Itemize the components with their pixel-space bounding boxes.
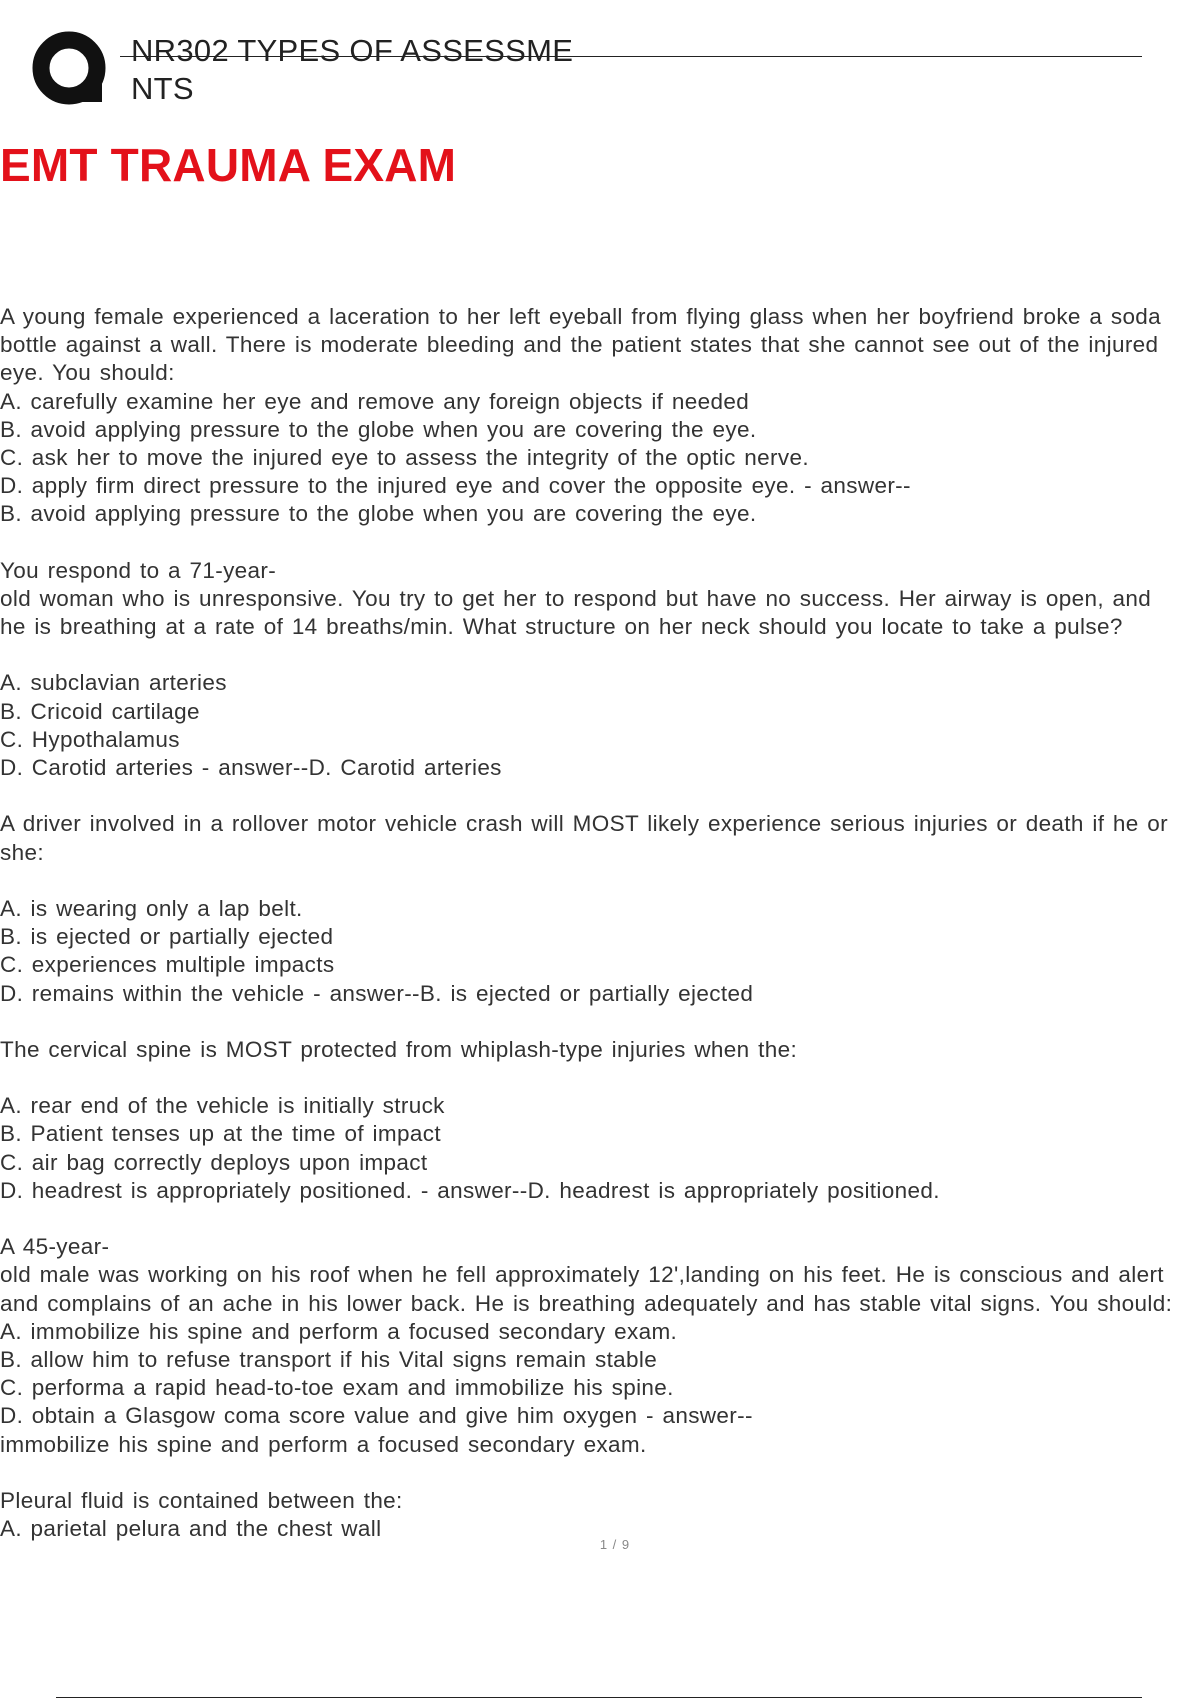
text-line: The cervical spine is MOST protected from whiplash-type injuries when the: [0, 1036, 798, 1062]
text-line: D. headrest is appropriately positioned. - answer--D. headrest is appropriately positioned. [0, 1177, 940, 1203]
blank-line [0, 1459, 1200, 1487]
text-line: B. Cricoid cartilage [0, 698, 200, 724]
q-logo-icon [30, 30, 112, 112]
text-line: A. immobilize his spine and perform a focused secondary exam. [0, 1318, 678, 1344]
text-line: C. air bag correctly deploys upon impact [0, 1149, 428, 1175]
blank-line [0, 1064, 1200, 1092]
text-line: she: [0, 839, 44, 865]
text-line: bottle against a wall. There is moderate bleeding and the patient states that she cannot see out of the injured [0, 332, 1159, 358]
text-line: old woman who is unresponsive. You try to get her to respond but have no success. Her airway is open, and [0, 585, 1152, 611]
blank-line [0, 867, 1200, 895]
text-line: immobilize his spine and perform a focused secondary exam. [0, 1431, 647, 1457]
text-line: B. is ejected or partially ejected [0, 924, 334, 950]
blank-line [0, 782, 1200, 810]
text-line: You respond to a 71-year- [0, 557, 277, 583]
text-line: he is breathing at a rate of 14 breaths/min. What structure on her neck should you locate to take a pulse? [0, 614, 1123, 640]
text-line: B. avoid applying pressure to the globe when you are covering the eye. [0, 416, 757, 442]
text-line: C. ask her to move the injured eye to assess the integrity of the optic nerve. [0, 444, 809, 470]
page-heading: EMT TRAUMA EXAM [0, 139, 457, 191]
text-line: C. performa a rapid head-to-toe exam and immobilize his spine. [0, 1375, 674, 1401]
blank-line [0, 529, 1200, 557]
text-line: and complains of an ache in his lower back. He is breathing adequately and has stable vital signs. You should: [0, 1290, 1173, 1316]
footer-rule [56, 1697, 1142, 1698]
text-line: A. parietal pelura and the chest wall [0, 1516, 382, 1542]
page-number: 1 / 9 [599, 1537, 631, 1552]
text-line: Pleural fluid is contained between the: [0, 1487, 403, 1513]
text-line: C. experiences multiple impacts [0, 952, 335, 978]
text-line: A young female experienced a laceration to her left eyeball from flying glass when her boyfriend broke a soda [0, 304, 1162, 329]
text-line: D. apply firm direct pressure to the injured eye and cover the opposite eye. - answer-- [0, 473, 911, 499]
text-line: old male was working on his roof when he fell approximately 12',landing on his feet. He is conscious and alert [0, 1262, 1164, 1288]
blank-line [0, 641, 1200, 669]
document-title-line-2: NTS [131, 71, 194, 106]
text-line: A driver involved in a rollover motor vehicle crash will MOST likely experience serious injuries or death if he or [0, 811, 1168, 837]
text-line: D. Carotid arteries - answer--D. Carotid arteries [0, 755, 502, 780]
text-line: D. obtain a Glasgow coma score value and give him oxygen - answer-- [0, 1403, 753, 1429]
text-line: A. rear end of the vehicle is initially struck [0, 1093, 445, 1119]
text-line: B. avoid applying pressure to the globe when you are covering the eye. [0, 501, 757, 527]
document-title-line-1: NR302 TYPES OF ASSESSME [131, 33, 574, 68]
text-line: B. allow him to refuse transport if his Vital signs remain stable [0, 1346, 658, 1372]
blank-line [0, 1205, 1200, 1233]
document-title [131, 32, 731, 108]
text-line: C. Hypothalamus [0, 726, 180, 752]
text-line: eye. You should: [0, 360, 175, 386]
text-line: A. is wearing only a lap belt. [0, 895, 303, 921]
text-line: A 45-year- [0, 1234, 110, 1260]
document-body [0, 303, 1200, 1543]
text-line: A. subclavian arteries [0, 670, 227, 696]
text-line: B. Patient tenses up at the time of impact [0, 1121, 441, 1147]
text-line: D. remains within the vehicle - answer--B. is ejected or partially ejected [0, 980, 754, 1006]
blank-line [0, 1008, 1200, 1036]
text-line: A. carefully examine her eye and remove any foreign objects if needed [0, 388, 750, 414]
